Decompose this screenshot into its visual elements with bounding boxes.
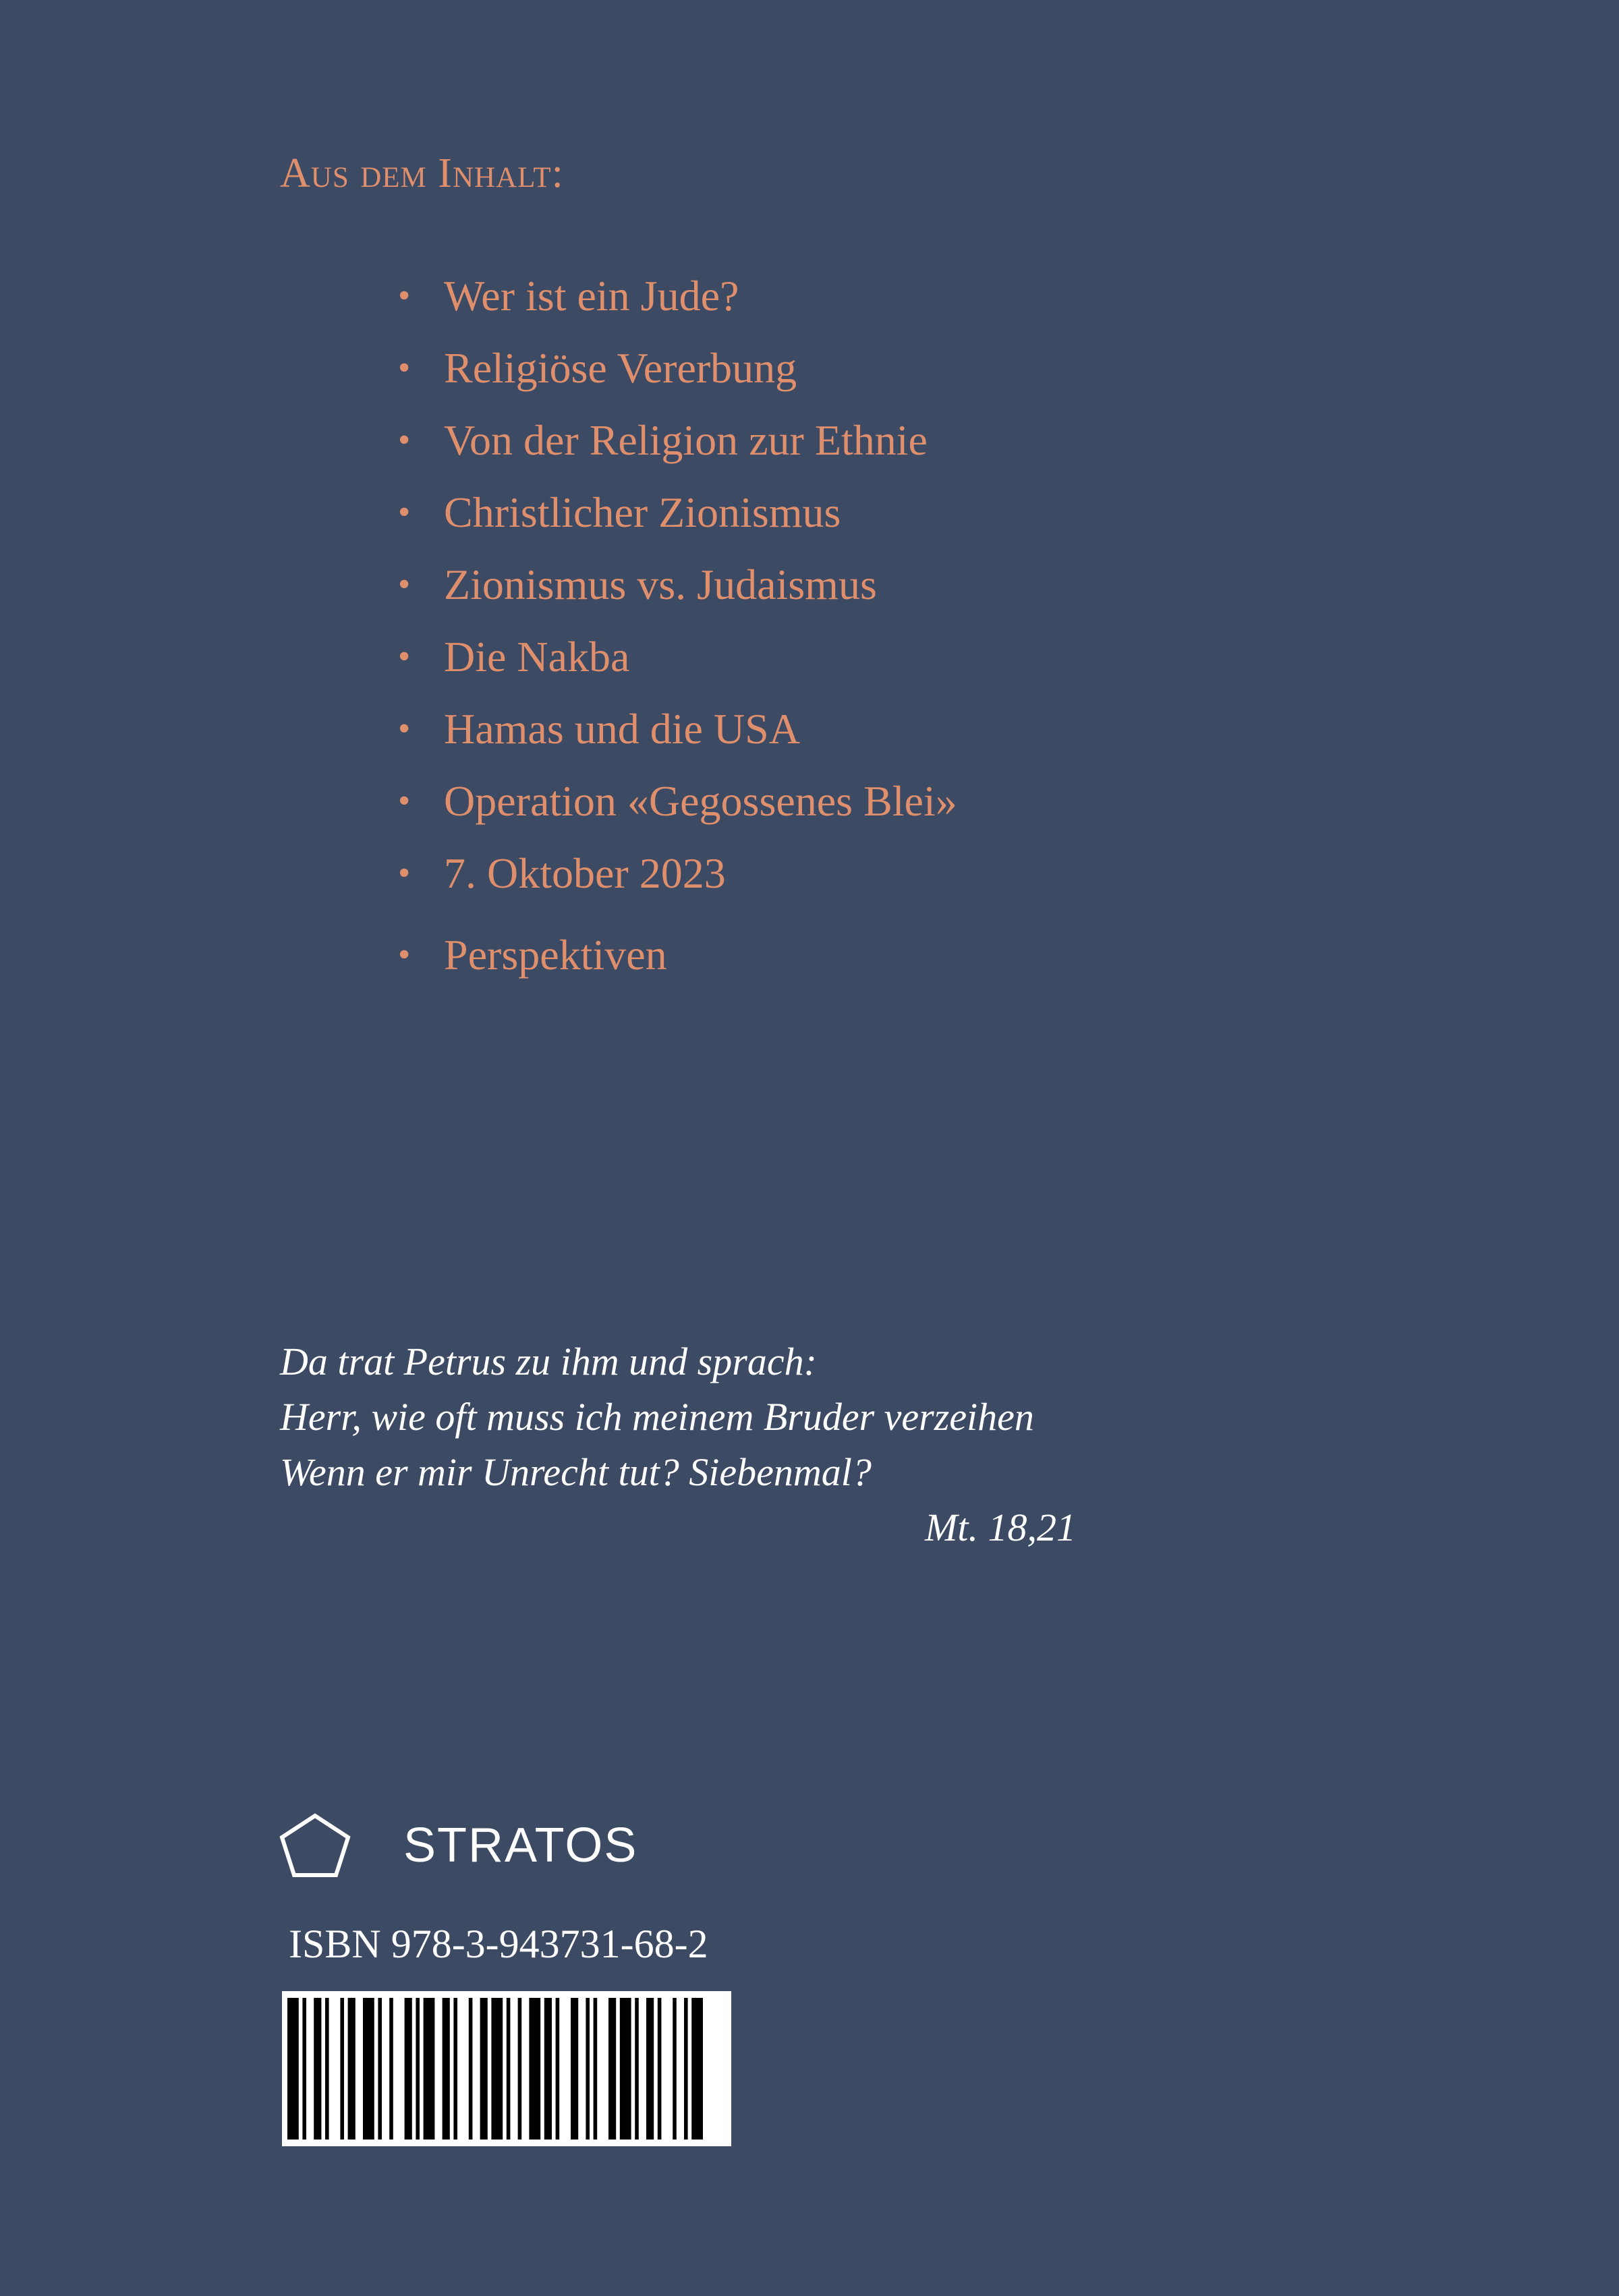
bullet-icon: • [398,637,411,676]
barcode-bar [691,1998,703,2140]
barcode-bar [363,1998,374,2140]
barcode-bar [556,1998,560,2140]
bullet-icon: • [398,493,411,532]
list-item [398,837,957,909]
barcode-bar [608,1998,616,2140]
bullet-icon: • [398,936,411,974]
barcode-bar [658,1998,662,2140]
barcode-bar [594,1998,598,2140]
contents-list [398,260,957,991]
barcode-bar [325,1998,329,2140]
quote-reference: Mt. 18,21 [925,1505,1076,1549]
list-item-label: Operation «Gegossenes Blei» [444,777,957,825]
barcode-bar [635,1998,639,2140]
list-item-label: Wer ist ein Jude? [444,272,739,320]
bullet-icon: • [398,565,411,604]
barcode-bar [405,1998,412,2140]
barcode-bar [684,1998,688,2140]
barcode-bar [673,1998,677,2140]
barcode [282,1991,731,2146]
quote-line: Da trat Petrus zu ihm und sprach: [280,1340,817,1383]
list-item [398,919,957,991]
list-item-label: Von der Religion zur Ethnie [444,416,928,464]
quote-line: Wenn er mir Unrecht tut? Siebenmal? [280,1450,872,1494]
list-item-label: Hamas und die USA [444,705,800,753]
quote-line: Herr, wie oft muss ich meinem Bruder verzeihen [280,1395,1034,1439]
barcode-bar [491,1998,503,2140]
list-item-label: Religiöse Vererbung [444,344,797,392]
barcode-bar [443,1998,450,2140]
list-item [398,548,957,621]
contents-heading: Aus dem Inhalt: [280,150,564,196]
barcode-bar [507,1998,511,2140]
bullet-icon: • [398,277,411,315]
barcode-bar [469,1998,473,2140]
barcode-bar [571,1998,578,2140]
publisher-logo [278,1812,637,1879]
barcode-bar [586,1998,590,2140]
barcode-bar [416,1998,420,2140]
bullet-icon: • [398,710,411,748]
bullet-icon: • [398,349,411,387]
bullet-icon: • [398,421,411,459]
list-item [398,476,957,548]
list-item-label: Christlicher Zionismus [444,488,841,536]
barcode-bar [453,1998,457,2140]
barcode-bar [518,1998,522,2140]
list-item [398,404,957,476]
barcode-bar [348,1998,356,2140]
barcode-bar [302,1998,306,2140]
list-item [398,621,957,693]
publisher-name: STRATOS [403,1818,638,1872]
barcode-bar [314,1998,321,2140]
list-item [398,332,957,404]
list-item [398,693,957,765]
barcode-bar [340,1998,344,2140]
list-item-label: 7. Oktober 2023 [444,849,726,897]
bullet-icon: • [398,854,411,892]
barcode-bar [424,1998,435,2140]
barcode-bar [646,1998,654,2140]
list-item-label: Zionismus vs. Judaismus [444,561,877,608]
list-item [398,260,957,332]
barcode-bar [529,1998,540,2140]
barcode-bar [378,1998,382,2140]
barcode-bar [287,1998,299,2140]
bullet-icon: • [398,782,411,820]
isbn-text: ISBN 978-3-943731-68-2 [289,1922,708,1966]
barcode-graphic [282,1991,731,2146]
list-item [398,765,957,837]
barcode-bar [544,1998,552,2140]
barcode-bar [389,1998,393,2140]
bible-quote [280,1334,1076,1555]
list-item-label: Perspektiven [444,931,667,979]
barcode-bar [620,1998,631,2140]
list-item-label: Die Nakba [444,633,630,681]
barcode-bar [480,1998,488,2140]
pentagon-outline-icon [278,1812,352,1879]
